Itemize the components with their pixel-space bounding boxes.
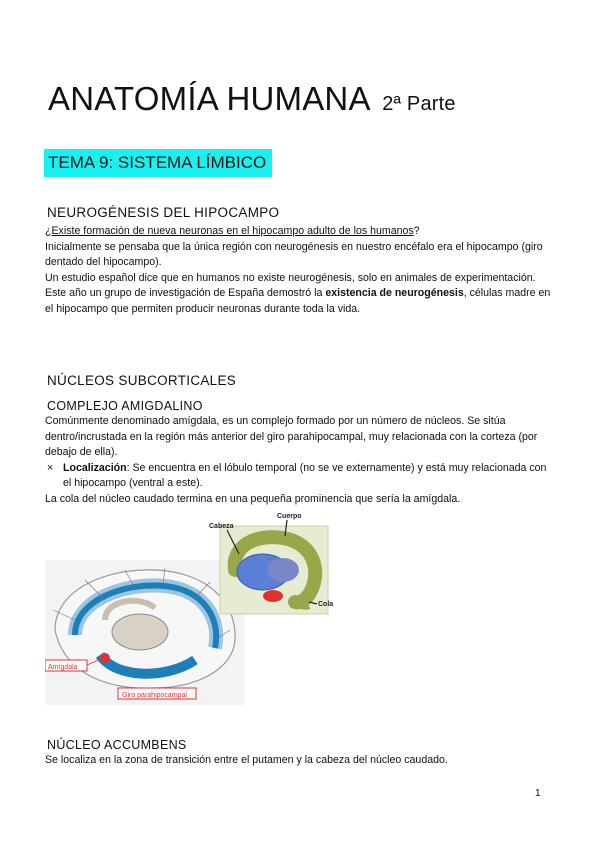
amygdala-label: Amígdala (48, 664, 78, 671)
amigdalino-body (45, 414, 551, 508)
thalamus-shape (112, 614, 168, 650)
localizacion-label: Localización (63, 461, 127, 474)
neurogenesis-question: ¿Existe formación de nueva neuronas en el hipocampo adulto de los humanos? (45, 225, 420, 237)
inset-label-cuerpo: Cuerpo (277, 513, 302, 520)
question-underlined: Existe formación de nueva neuronas en el hipocampo adulto de los humanos (51, 225, 414, 237)
amigdalino-paragraph: Comúnmente denominado amígdala, es un complejo formado por un número de núcleos. Se sitúa dentro/incrustada en la región más anterior del giro parahipocampal, muy relacionada con la corteza (por debajo de ella). (45, 415, 538, 459)
cola-line: La cola del núcleo caudado termina en una pequeña prominencia que sería la amígdala. (45, 492, 461, 505)
accumbens-paragraph: Se localiza en la zona de transición entre el putamen y la cabeza del núcleo caudado. (45, 754, 448, 766)
neurogenesis-line-3: Este año un grupo de investigación de España demostró la existencia de neurogénesis, células madre en el hipocampo que permiten producir neuronas durante toda la vida. (45, 287, 551, 315)
amygdala-dot (100, 653, 110, 663)
document-title-main: ANATOMÍA HUMANA (48, 80, 369, 117)
bullet-marker: × (47, 461, 54, 474)
accumbens-heading: NÚCLEO ACCUMBENS (47, 738, 187, 752)
neurogenesis-line-1: Inicialmente se pensaba que la única región con neurogénesis en nuestro encéfalo era el hipocampo (giro dentado del hipocampo). (45, 240, 543, 269)
inset-label-cabeza: Cabeza (209, 523, 234, 530)
topic-heading: TEMA 9: SISTEMA LÍMBICO (44, 149, 272, 177)
inset-amygdala (263, 590, 283, 602)
neurogenesis-bold: existencia de neurogénesis (325, 287, 464, 300)
nucleos-heading: NÚCLEOS SUBCORTICALES (47, 373, 237, 388)
neurogenesis-line-2: Un estudio español dice que en humanos no existe neurogénesis, solo en animales de experimentación. (45, 271, 536, 284)
amigdalino-heading: COMPLEJO AMIGDALINO (47, 399, 203, 413)
giro-label: Giro parahipocampal (122, 692, 187, 699)
neurogenesis-heading: NEUROGÉNESIS DEL HIPOCAMPO (47, 205, 280, 220)
globus-pallidus (267, 558, 299, 582)
document-title (48, 80, 456, 118)
page-number: 1 (535, 788, 541, 799)
inset-label-cola: Cola (318, 601, 334, 608)
localizacion-bullet: × Localización: Se encuentra en el lóbulo temporal (no se ve externamente) y está muy relacionada con el hipocampo (ventral a este). (47, 461, 547, 490)
neurogenesis-body (45, 224, 551, 318)
document-title-sub: 2ª Parte (382, 93, 456, 115)
caudate-inset (205, 510, 335, 620)
